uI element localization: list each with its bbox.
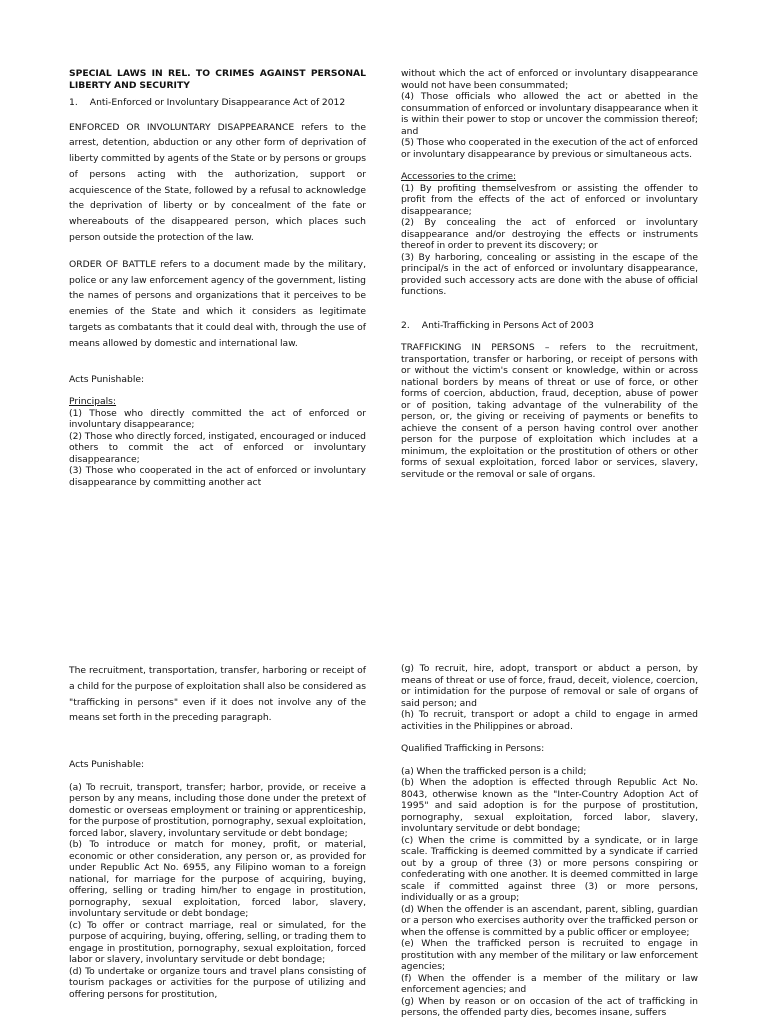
continuation-text: without which the act of enforced or involuntary disappearance would not have been consummated; <box>401 68 698 91</box>
list-item: (1) Those who directly committed the act of enforced or involuntary disappearance; <box>69 407 366 431</box>
definition-term: ORDER OF BATTLE <box>69 258 157 270</box>
list-item: (c) When the crime is committed by a syndicate, or in large scale. Trafficking is deemed committed by a syndicate if carried out by a group of three (3) or more persons conspiring or confederating with one another. It is deemed committed in large scale if committed against three (3) or more persons, individually or as a group; <box>401 834 698 903</box>
list-item: (f) When the offender is a member of the military or law enforcement agencies; and <box>401 972 698 995</box>
column-2 <box>401 68 698 480</box>
list-item: (e) When the trafficked person is recruited to engage in prostitution with any member of the military or law enforcement agencies; <box>401 938 698 972</box>
list-item: (d) When the offender is an ascendant, parent, sibling, guardian or a person who exercises authority over the trafficked person or when the offense is committed by a public officer or employee; <box>401 903 698 938</box>
list-item: (5) Those who cooperated in the execution of the act of enforced or involuntary disappearance by previous or simultaneous acts. <box>401 137 698 160</box>
qualified-trafficking-heading: Qualified Trafficking in Persons: <box>401 743 545 754</box>
list-item: (a) When the trafficked person is a child; <box>401 765 587 777</box>
list-item: (b) When the adoption is effected through Republic Act No. 8043, otherwise known as the "Inter-Country Adoption Act of 1995" and said adoption is for the purpose of prostitution, pornography, sexual exploitation, forced labor, slavery, involuntary servitude or debt bondage; <box>401 777 698 834</box>
definition-trafficking: TRAFFICKING IN PERSONS – refers to the recruitment, transportation, transfer or harboring, or receipt of persons with or without the victim's consent or knowledge, within or across national borders by means of threat or use of force, or other forms of coercion, abduction, fraud, deception, abuse of power or of position, taking advantage of the vulnerability of the person, or, the giving or receiving of payments or benefits to achieve the consent of a person having control over another person for the purpose of exploitation which includes at a minimum, the exploitation or the prostitution of others or other forms of sexual exploitation, forced labor or services, slavery, servitude or the removal or sale of organs. <box>401 342 698 480</box>
definition-enforced-disappearance <box>69 120 366 246</box>
accessories-heading: Accessories to the crime: <box>401 171 517 182</box>
list-item: (2) Those who directly forced, instigated, encouraged or induced others to commit the act of enforced or involuntary disappearance; <box>69 430 366 465</box>
list-item: (c) To offer or contract marriage, real or simulated, for the purpose of acquiring, buying, offering, selling, or trading them to engage in prostitution, pornography, sexual exploitation, forced labor or slavery, involuntary servitude or debt bondage; <box>69 919 366 966</box>
list-item: (h) To recruit, transport or adopt a child to engage in armed activities in the Philippines or abroad. <box>401 709 698 732</box>
list-item: (b) To introduce or match for money, profit, or material, economic or other consideration, any person or, as provided for under Republic Act No. 6955, any Filipino woman to a foreign national, for marriage for the purpose of acquiring, buying, offering, selling or trading him/her to engage in prostitution, pornography, sexual exploitation, forced labor, slavery, involuntary servitude or debt bondage; <box>69 839 366 920</box>
list-item: (a) To recruit, transport, transfer; harbor, provide, or receive a person by any means, including those done under the pretext of domestic or overseas employment or training or apprenticeship, for the purpose of prostitution, pornography, sexual exploitation, forced labor, slavery, involuntary servitude or debt bondage; <box>69 781 366 839</box>
definition-text: refers to a document made by the military, police or any law enforcement agency of the government, listing the names of persons and organizations that it perceives to be enemies of the State and which it considers as legitimate targets as combatants that it could deal with, through the use of means allowed by domestic and international law. <box>69 258 366 349</box>
child-trafficking-paragraph: The recruitment, transportation, transfer, harboring or receipt of a child for the purpose of exploitation shall also be considered as "trafficking in persons" even if it does not involve any of the means set forth in the preceding paragraph. <box>69 665 366 724</box>
section-1-title: Anti-Enforced or Involuntary Disappearance Act of 2012 <box>89 97 346 108</box>
list-item: (g) To recruit, hire, adopt, transport or abduct a person, by means of threat or use of force, fraud, deceit, violence, coercion, or intimidation for the purpose of removal or sale of organs of said person; and <box>401 663 698 709</box>
definition-order-of-battle <box>69 257 366 352</box>
document-title: SPECIAL LAWS IN REL. TO CRIMES AGAINST PERSONAL LIBERTY AND SECURITY <box>69 68 366 91</box>
list-item: (3) Those who cooperated in the act of enforced or involuntary disappearance by committing another act <box>69 465 366 488</box>
column-3 <box>69 663 366 1000</box>
principals-heading: Principals: <box>69 396 117 408</box>
section-2-heading <box>401 320 698 332</box>
acts-punishable-heading: Acts Punishable: <box>69 373 145 385</box>
list-item: (g) When by reason or on occasion of the act of trafficking in persons, the offended party dies, becomes insane, suffers <box>401 995 698 1018</box>
section-2-title: Anti-Trafficking in Persons Act of 2003 <box>421 319 594 331</box>
column-1 <box>69 68 366 488</box>
definition-term: ENFORCED OR INVOLUNTARY DISAPPEARANCE <box>69 121 295 133</box>
list-item: (d) To undertake or organize tours and travel plans consisting of tourism packages or activities for the purpose of utilizing and offering persons for prostitution, <box>69 965 366 1000</box>
list-item: (4) Those officials who allowed the act or abetted in the consummation of enforced or involuntary disappearance when it is within their power to stop or uncover the commission thereof; and <box>401 91 698 137</box>
list-item: (1) By profiting themselvesfrom or assisting the offender to profit from the effects of the act of enforced or involuntary disappearance; <box>401 182 698 217</box>
list-item: (3) By harboring, concealing or assisting in the escape of the principal/s in the act of enforced or involuntary disappearance, provided such accessory acts are done with the abuse of official functions. <box>401 251 698 297</box>
section-2-number: 2. <box>401 319 410 331</box>
acts-punishable-heading: Acts Punishable: <box>69 759 145 771</box>
section-1-number: 1. <box>69 97 78 108</box>
list-item: (2) By concealing the act of enforced or involuntary disappearance and/or destroying the effects or instruments thereof in order to prevent its discovery; or <box>401 217 698 251</box>
section-1-heading <box>69 97 366 109</box>
definition-text: refers to the arrest, detention, abduction or any other form of deprivation of liberty committed by agents of the State or by persons or groups of persons acting with the authorization, support or acquiescence of the State, followed by a refusal to acknowledge the deprivation of liberty or by concealment of the fate or whereabouts of the disappeared person, which places such person outside the protection of the law. <box>69 121 366 244</box>
column-4 <box>401 663 698 1019</box>
